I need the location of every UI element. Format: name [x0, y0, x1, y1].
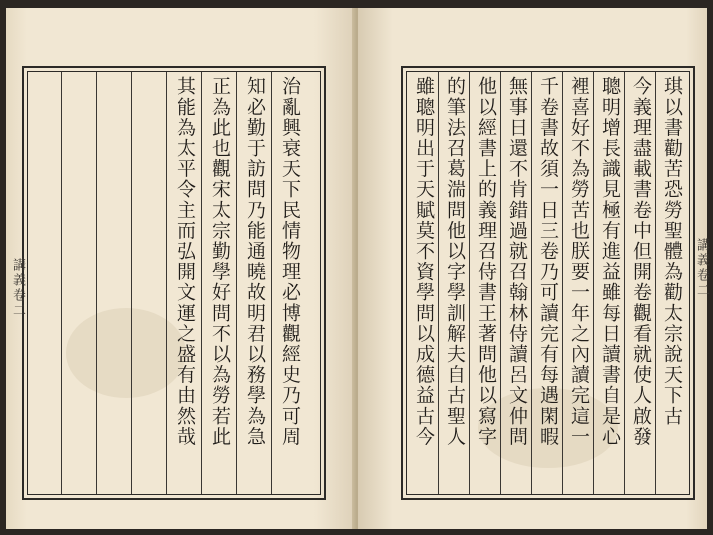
- column-rule: [593, 72, 594, 494]
- column-rule: [531, 72, 532, 494]
- text-column: 正為此也觀宋太宗勤學好問不以為勞若此: [209, 76, 231, 447]
- text-column: 雖聰明出于天賦莫不資學問以成德益古今: [413, 76, 435, 447]
- left-page: [6, 8, 356, 529]
- column-rule: [500, 72, 501, 494]
- left-inner-frame: [27, 71, 321, 495]
- text-column: 其能為太平令主而弘開文運之盛有由然哉: [174, 76, 196, 447]
- text-column: 裡喜好不為勞苦也朕要一年之內讀完這一: [568, 76, 590, 447]
- column-rule: [562, 72, 563, 494]
- column-rule: [131, 72, 132, 494]
- open-book: [6, 8, 707, 529]
- right-margin-mark: 講義卷二: [694, 238, 709, 298]
- column-rule: [166, 72, 167, 494]
- left-margin-mark: 講義卷二: [10, 258, 25, 318]
- column-rule: [655, 72, 656, 494]
- right-page-frame: [401, 66, 695, 500]
- column-rule: [438, 72, 439, 494]
- text-column: 琪以書勸苦恐勞聖體為勸太宗說天下古: [661, 76, 683, 427]
- text-column: 的筆法召葛湍問他以字學訓解夫自古聖人: [444, 76, 466, 447]
- column-rule: [624, 72, 625, 494]
- text-column: 他以經書上的義理召侍書王著問他以寫字: [475, 76, 497, 447]
- right-page: [358, 8, 707, 529]
- text-column: 無事日還不肯錯過就召翰林侍讀呂文仲問: [506, 76, 528, 447]
- text-column: 治亂興衰天下民情物理必博觀經史乃可周: [279, 76, 301, 447]
- column-rule: [201, 72, 202, 494]
- text-column: 聰明增長識見極有進益雖每日讀書自是心: [599, 76, 621, 447]
- left-page-frame: [22, 66, 326, 500]
- column-rule: [236, 72, 237, 494]
- text-column: 今義理盡載書卷中但開卷觀看就使人啟發: [630, 76, 652, 447]
- column-rule: [61, 72, 62, 494]
- right-inner-frame: [406, 71, 690, 495]
- text-column: 知必勤于訪問乃能通曉故明君以務學為急: [244, 76, 266, 447]
- column-rule: [96, 72, 97, 494]
- column-rule: [271, 72, 272, 494]
- column-rule: [469, 72, 470, 494]
- text-column: 千卷書故須一日三卷乃可讀完有每遇閑暇: [537, 76, 559, 447]
